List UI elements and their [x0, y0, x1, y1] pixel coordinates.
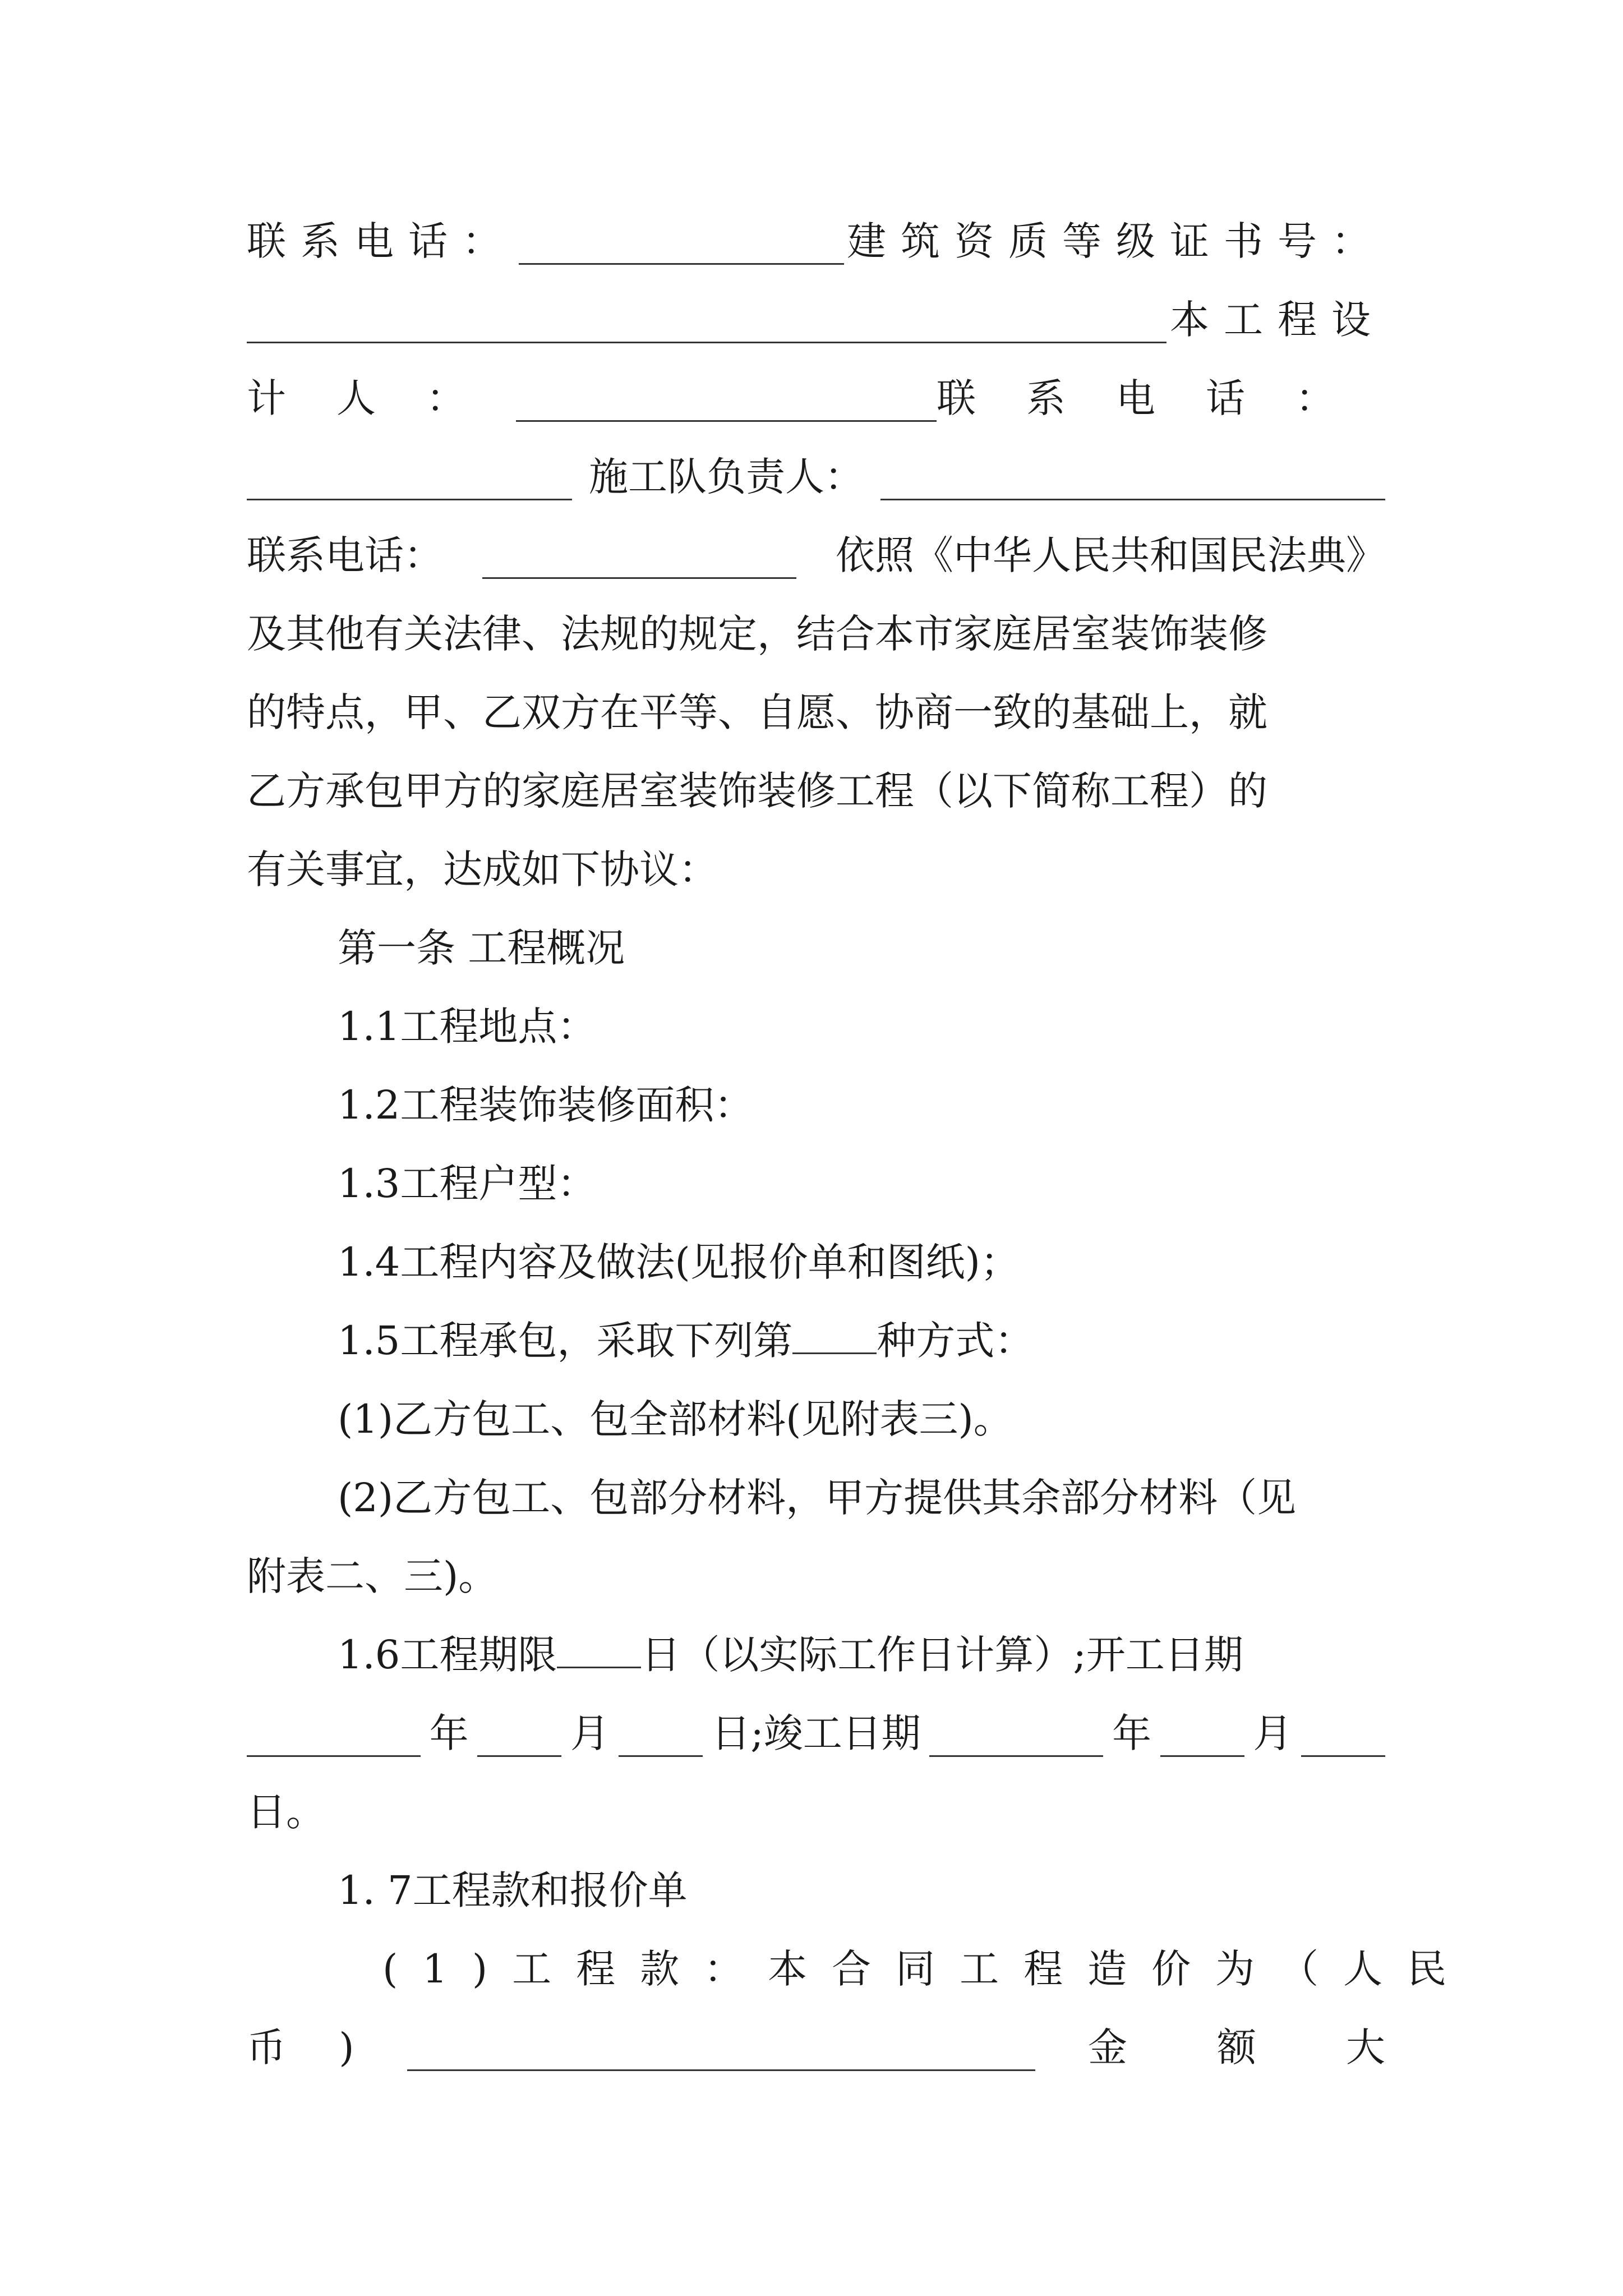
- item-1-3: 1.3工程户型：: [338, 1161, 597, 1207]
- price-blank: [407, 2024, 1035, 2071]
- item-1-6-text-end: 日（以实际工作日计算）;开工日期: [641, 1632, 1243, 1678]
- month-label: 月: [570, 1710, 610, 1756]
- end-date-label: 日;竣工日期: [711, 1710, 921, 1756]
- item-1-7: 1. 7工程款和报价单: [338, 1867, 688, 1913]
- price-line: [382, 1938, 1472, 2000]
- currency-paren: ): [339, 2024, 354, 2070]
- leader-blank: [880, 454, 1385, 500]
- item-1-1: 1.1工程地点：: [338, 1004, 597, 1050]
- leader-phone-blank: [482, 532, 796, 579]
- designer-phone-label: 联系电话：: [937, 375, 1385, 421]
- leader-label: 施工队负责人：: [589, 454, 864, 500]
- leader-phone-label: 联系电话：: [247, 532, 443, 578]
- amount-label: 金额大: [1087, 2024, 1475, 2070]
- currency-label: 币: [247, 2024, 286, 2070]
- end-year-blank: [929, 1710, 1103, 1757]
- price-text: (1)工程款：本合同工程造价为（人民: [382, 1946, 1472, 1992]
- phone-label: 联系电话：: [247, 218, 516, 264]
- year-label: 年: [429, 1710, 469, 1756]
- item-1-5: [338, 1310, 1385, 1372]
- item-1-6-text: 1.6工程期限: [338, 1632, 557, 1678]
- cert-blank: [247, 297, 1166, 343]
- body-line-3: 乙方承包甲方的家庭居室装饰装修工程（以下简称工程）的: [247, 768, 1267, 814]
- end-month-blank: [1160, 1710, 1244, 1757]
- start-day-blank: [619, 1710, 703, 1757]
- designer-label-end: 计人：: [247, 375, 516, 421]
- end-day-blank: [1301, 1710, 1385, 1757]
- leader-phone-line: [247, 524, 1385, 586]
- period-blank: [557, 1627, 641, 1668]
- designer-label-start: 本工程设: [1170, 297, 1385, 343]
- currency-line: [247, 2017, 1475, 2078]
- designer-line-2: [247, 367, 1385, 429]
- month-label-2: 月: [1253, 1710, 1293, 1756]
- item-1-2: 1.2工程装饰装修面积：: [338, 1082, 754, 1128]
- dates-line-end: 日。: [247, 1789, 325, 1835]
- leader-line: [247, 446, 1385, 508]
- item-1-4: 1.4工程内容及做法(见报价单和图纸)；: [338, 1239, 1020, 1285]
- body-line-4: 有关事宜，达成如下协议：: [247, 846, 718, 892]
- item-1-6: [338, 1624, 1385, 1686]
- designer-line-1: [247, 289, 1385, 351]
- option-1: (1)乙方包工、包全部材料(见附表三)。: [338, 1396, 1013, 1442]
- option-2: (2)乙方包工、包部分材料，甲方提供其余部分材料（见: [338, 1475, 1297, 1521]
- body-line-2: 的特点，甲、乙双方在平等、自愿、协商一致的基础上，就: [247, 689, 1267, 735]
- item-1-5-text: 1.5工程承包，采取下列第: [338, 1318, 793, 1364]
- legal-basis-text: 依照《中华人民共和国民法典》: [836, 532, 1385, 578]
- dates-line: [247, 1703, 1385, 1764]
- year-label-2: 年: [1112, 1710, 1152, 1756]
- designer-phone-blank: [247, 454, 572, 500]
- option-2-cont: 附表二、三)。: [247, 1553, 498, 1599]
- body-line-1: 及其他有关法律、法规的规定，结合本市家庭居室装饰装修: [247, 611, 1267, 657]
- start-year-blank: [247, 1710, 421, 1757]
- article-1-heading: 第一条 工程概况: [338, 925, 625, 971]
- designer-blank: [516, 375, 937, 422]
- item-1-5-text-end: 种方式：: [877, 1318, 1034, 1364]
- phone-blank: [519, 218, 844, 265]
- start-month-blank: [477, 1710, 561, 1757]
- method-blank: [792, 1313, 877, 1354]
- contact-line-1: [247, 210, 1385, 272]
- cert-label: 建筑资质等级证书号：: [847, 218, 1385, 264]
